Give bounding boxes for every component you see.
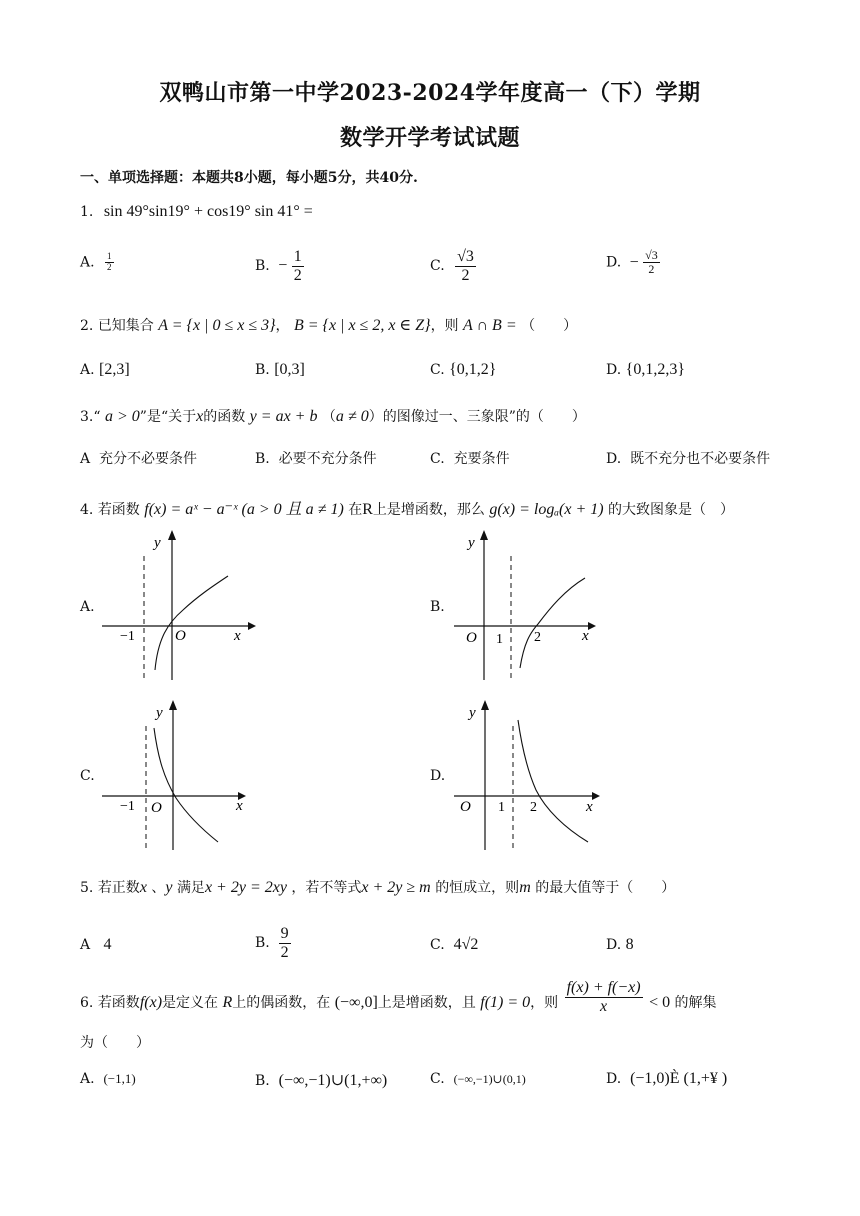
q3-option-a[interactable]: A 充分不必要条件 xyxy=(80,451,198,467)
q3-option-d[interactable]: D. 既不充分也不必要条件 xyxy=(606,451,771,467)
q4-option-a-label[interactable]: A. xyxy=(80,599,95,615)
q4-graph-b[interactable] xyxy=(450,528,600,683)
tick-label: −1 xyxy=(120,799,135,814)
fraction: $\frac{f(x) + f(-x)}{x}$ xyxy=(566,979,641,1015)
question-stem: 已知集合 xyxy=(97,318,154,334)
option-label: C. xyxy=(430,258,445,275)
q5-option-a[interactable]: A 4 xyxy=(80,936,112,953)
question-2: 2. 已知集合 A = {x | 0 ≤ x ≤ 3}， B = {x | x ≤ 2, x ∈ Z}，则 A ∩ B = （ ） xyxy=(80,317,578,334)
q3-option-c[interactable]: C. 充要条件 xyxy=(430,451,510,467)
q5-option-c[interactable]: C. 4√2 xyxy=(430,936,479,953)
q6-option-c[interactable]: C. (−∞,−1)∪(0,1) xyxy=(430,1071,526,1087)
axis-label-x: x xyxy=(236,798,243,814)
question-6: 6. 若函数f(x)是定义在 R上的偶函数，在 (−∞,0]上是增函数，且 f(1) = 0，则 $\frac{f(x) + f(-x)}{x}$ < 0 的解集 xyxy=(80,979,717,1015)
q4-graph-d[interactable] xyxy=(450,698,605,853)
axis-label-y: y xyxy=(154,535,161,551)
q4-option-d-label[interactable]: D. xyxy=(430,768,446,784)
axis-label-y: y xyxy=(156,705,163,721)
question-stem: sin 49°sin19° + cos19° sin 41° = xyxy=(103,203,313,220)
question-number: 2. xyxy=(80,318,94,334)
q3-option-b[interactable]: B. 必要不充分条件 xyxy=(255,451,377,467)
q6-option-d[interactable]: D. (−1,0)È (1,+¥ ) xyxy=(606,1070,728,1087)
q5-option-d[interactable]: D. 8 xyxy=(606,936,634,953)
question-number: 6. xyxy=(80,995,94,1012)
q2-option-c[interactable]: C. {0,1,2} xyxy=(430,361,497,378)
question-3: 3.“ a > 0”是“关于x的函数 y = ax + b （a ≠ 0）的图像过一、三象限”的（ ） xyxy=(80,408,586,425)
axis-label-y: y xyxy=(468,535,475,551)
option-label: B. xyxy=(255,258,270,275)
question-number: 3. xyxy=(80,409,94,425)
exam-title-line1: 双鸭山市第一中学2023-2024学年度高一（下）学期 xyxy=(159,80,701,106)
question-6-line2: 为（ ） xyxy=(80,1035,150,1051)
set-a: A = {x | 0 ≤ x ≤ 3} xyxy=(158,317,276,334)
minus-sign: − xyxy=(278,257,288,275)
q4-graph-a[interactable] xyxy=(98,528,258,683)
q1-option-c[interactable] xyxy=(430,248,476,284)
axis-label-y: y xyxy=(469,705,476,721)
question-number: 5. xyxy=(80,880,94,896)
q4-option-c-label[interactable]: C. xyxy=(80,768,95,784)
question-number: 4. xyxy=(80,502,94,518)
fraction: $\frac{√3}{2}$ xyxy=(457,248,474,284)
fraction: $\frac{1}{2}$ xyxy=(293,248,302,284)
question-1 xyxy=(80,203,313,221)
q6-option-b[interactable]: B. (−∞,−1)∪(1,+∞) xyxy=(255,1072,388,1089)
intersection-expr: A ∩ B = xyxy=(463,317,517,334)
fraction: $\frac{9}{2}$ xyxy=(280,925,289,961)
q1-option-d[interactable] xyxy=(606,249,660,276)
origin-label: O xyxy=(466,630,477,646)
minus-sign: − xyxy=(629,253,639,271)
q1-option-a[interactable] xyxy=(80,252,114,273)
fraction: $\frac{√3}{2}$ xyxy=(645,248,658,277)
q4-graph-c[interactable] xyxy=(98,698,258,853)
exam-title-line2: 数学开学考试试题 xyxy=(339,125,520,151)
option-label: A. xyxy=(80,254,95,271)
origin-label: O xyxy=(151,800,162,816)
set-b: B = {x | x ≤ 2, x ∈ Z} xyxy=(293,317,431,334)
axis-label-x: x xyxy=(582,628,589,644)
axis-label-x: x xyxy=(234,628,241,644)
axis-label-x: x xyxy=(586,799,593,815)
q1-option-b[interactable] xyxy=(255,248,304,284)
q4-option-b-label[interactable]: B. xyxy=(430,599,445,615)
tick-label: 2 xyxy=(534,630,541,645)
q6-option-a[interactable]: A. (−1,1) xyxy=(80,1071,136,1087)
question-number: 1. xyxy=(80,204,94,220)
tick-label: 1 xyxy=(498,800,505,815)
question-5: 5. 若正数x 、y 满足x + 2y = 2xy ，若不等式x + 2y ≥ m 的恒成立，则m 的最大值等于（ ） xyxy=(80,879,676,896)
q2-option-b[interactable]: B. [0,3] xyxy=(255,361,305,378)
q5-option-b[interactable]: B. $\frac{9}{2}$ xyxy=(255,925,289,961)
tick-label: −1 xyxy=(120,629,135,644)
origin-label: O xyxy=(175,628,186,644)
tick-label: 1 xyxy=(496,632,503,647)
section-heading: 一、单项选择题：本题共8小题，每小题5分，共40分. xyxy=(80,170,418,186)
q2-option-d[interactable]: D. {0,1,2,3} xyxy=(606,361,685,378)
fraction: $\frac{1}{2}$ xyxy=(107,251,112,272)
question-4: 4. 若函数 f(x) = aˣ − a⁻ˣ (a > 0 且 a ≠ 1) 在R上是增函数，那么 g(x) = logₐ(x + 1) 的大致图象是（ ） xyxy=(80,501,735,518)
origin-label: O xyxy=(460,799,471,815)
option-label: D. xyxy=(606,254,622,271)
q2-option-a[interactable]: A. [2,3] xyxy=(80,361,130,378)
tick-label: 2 xyxy=(530,800,537,815)
